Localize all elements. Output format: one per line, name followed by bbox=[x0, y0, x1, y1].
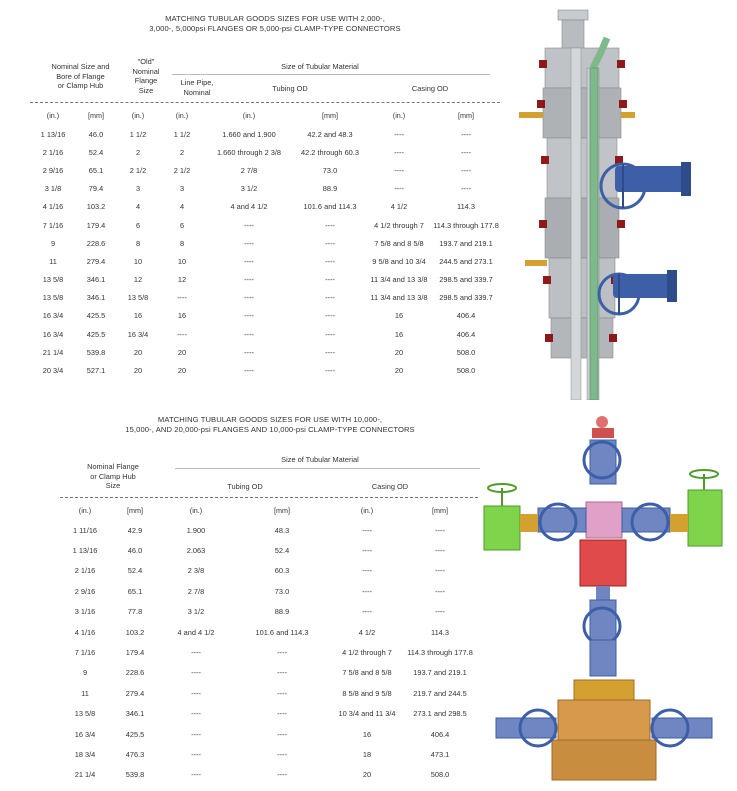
table-cell: ---- bbox=[277, 709, 287, 719]
table-cell: 2 9/16 bbox=[42, 165, 64, 175]
table-row bbox=[60, 744, 478, 764]
table-cell: 42.9 bbox=[127, 525, 143, 535]
table-cell: 2 bbox=[179, 147, 185, 157]
table-cell: 406.4 bbox=[456, 311, 476, 321]
table-cell: 20 bbox=[362, 770, 372, 780]
table-cell: 7 5/8 and 8 5/8 bbox=[342, 668, 392, 678]
table-cell: ---- bbox=[394, 184, 404, 194]
table-cell: 73.0 bbox=[274, 586, 290, 596]
table2-title bbox=[115, 415, 425, 435]
table-cell: ---- bbox=[435, 607, 445, 617]
table-cell: ---- bbox=[325, 311, 335, 321]
table2-unit: [mm] bbox=[127, 505, 143, 515]
table-cell: 42.2 through 60.3 bbox=[301, 147, 359, 157]
table-cell: 425.5 bbox=[86, 329, 106, 339]
table-cell: 8 bbox=[135, 238, 141, 248]
table-cell: ---- bbox=[394, 165, 404, 175]
table-cell: 476.3 bbox=[125, 749, 145, 759]
table-cell: 346.1 bbox=[86, 275, 106, 285]
table-cell: ---- bbox=[244, 293, 254, 303]
table-cell: ---- bbox=[362, 525, 372, 535]
table-cell: ---- bbox=[461, 184, 471, 194]
table-cell: ---- bbox=[177, 293, 187, 303]
table-cell: ---- bbox=[461, 147, 471, 157]
table-cell: 16 bbox=[177, 311, 187, 321]
table-cell: 52.4 bbox=[127, 566, 143, 576]
table-cell: ---- bbox=[191, 770, 201, 780]
table-cell: ---- bbox=[461, 129, 471, 139]
table-row bbox=[30, 271, 500, 289]
table-cell: 1.900 bbox=[186, 525, 206, 535]
table-cell: 346.1 bbox=[86, 293, 106, 303]
table2-unit: (in.) bbox=[189, 505, 203, 515]
table-cell: 88.9 bbox=[322, 184, 338, 194]
table-cell: 2.063 bbox=[186, 546, 206, 556]
table-cell: 473.1 bbox=[430, 749, 450, 759]
table-cell: 11 3/4 and 13 3/8 bbox=[370, 275, 428, 285]
table-cell: 193.7 and 219.1 bbox=[413, 668, 467, 678]
table-cell: 279.4 bbox=[86, 256, 106, 266]
table-cell: ---- bbox=[435, 525, 445, 535]
table-cell: 508.0 bbox=[456, 347, 476, 357]
table-cell: 4 bbox=[135, 202, 141, 212]
table1-unit: (in.) bbox=[175, 110, 189, 120]
table1-dashed-rule bbox=[30, 102, 500, 103]
table-row bbox=[30, 234, 500, 252]
table-cell: 179.4 bbox=[86, 220, 106, 230]
table2-units-row bbox=[60, 500, 478, 520]
table-cell: ---- bbox=[244, 329, 254, 339]
table-cell: 3 1/16 bbox=[74, 607, 96, 617]
table-row bbox=[30, 216, 500, 234]
table-cell: ---- bbox=[435, 566, 445, 576]
table-row bbox=[60, 622, 478, 642]
table-cell: 508.0 bbox=[430, 770, 450, 780]
table-cell: 527.1 bbox=[86, 366, 106, 376]
table1-header-line-pipe: Line Pipe, Nominal bbox=[180, 78, 214, 97]
table-row bbox=[60, 561, 478, 581]
table-cell: 6 bbox=[179, 220, 185, 230]
table1-header-nominal: Nominal Size and Bore of Flange or Clamp Hub bbox=[51, 62, 110, 90]
table-cell: 79.4 bbox=[88, 184, 104, 194]
table-cell: ---- bbox=[191, 648, 201, 658]
table-cell: 18 3/4 bbox=[74, 749, 96, 759]
table-cell: 3 bbox=[179, 184, 185, 194]
table-cell: 20 bbox=[177, 366, 187, 376]
table-row bbox=[60, 602, 478, 622]
table-cell: 179.4 bbox=[125, 648, 145, 658]
table-cell: 46.0 bbox=[88, 129, 104, 139]
table-cell: 114.3 bbox=[431, 627, 449, 637]
table-cell: 16 bbox=[394, 329, 404, 339]
table2-title-line1: MATCHING TUBULAR GOODS SIZES FOR USE WITH 10,000-, bbox=[157, 415, 383, 424]
table-cell: 103.2 bbox=[86, 202, 106, 212]
choke-icon bbox=[484, 484, 538, 550]
table-row bbox=[60, 520, 478, 540]
table2-header-nominal: Nominal Flange or Clamp Hub Size bbox=[87, 462, 139, 490]
table-cell: ---- bbox=[394, 147, 404, 157]
table-cell: ---- bbox=[435, 586, 445, 596]
table-cell: ---- bbox=[325, 366, 335, 376]
table-cell: ---- bbox=[362, 566, 372, 576]
table-cell: 10 bbox=[177, 256, 187, 266]
wellhead-section-icon bbox=[515, 8, 715, 400]
table-cell: 1 1/2 bbox=[173, 129, 191, 139]
table-cell: 193.7 and 219.1 bbox=[439, 238, 493, 248]
table-cell: 3 1/8 bbox=[44, 184, 62, 194]
table-cell: 114.3 through 177.8 bbox=[433, 220, 499, 230]
table-cell: 3 bbox=[135, 184, 141, 194]
table-cell: 42.2 and 48.3 bbox=[307, 129, 353, 139]
table-cell: 60.3 bbox=[274, 566, 290, 576]
table-cell: ---- bbox=[362, 546, 372, 556]
table-row bbox=[30, 361, 500, 379]
table-cell: 7 1/16 bbox=[42, 220, 64, 230]
table-cell: ---- bbox=[244, 238, 254, 248]
table-row bbox=[30, 325, 500, 343]
table-cell: 16 3/4 bbox=[127, 329, 149, 339]
table1 bbox=[30, 105, 500, 380]
table2-header-size-of-tubular: Size of Tubular Material bbox=[281, 455, 359, 464]
table-cell: ---- bbox=[325, 329, 335, 339]
table1-unit: [mm] bbox=[322, 110, 338, 120]
table-cell: 20 3/4 bbox=[42, 366, 64, 376]
table-cell: 4 and 4 1/2 bbox=[230, 202, 268, 212]
table-cell: 2 7/8 bbox=[240, 165, 258, 175]
table-cell: ---- bbox=[362, 586, 372, 596]
table-row bbox=[60, 642, 478, 662]
table-cell: 6 bbox=[135, 220, 141, 230]
table-cell: ---- bbox=[394, 129, 404, 139]
table-cell: 2 1/16 bbox=[42, 147, 64, 157]
table-cell: ---- bbox=[325, 293, 335, 303]
table-cell: 244.5 and 273.1 bbox=[439, 256, 493, 266]
table-cell: 1 11/16 bbox=[72, 525, 98, 535]
table-cell: 298.5 and 339.7 bbox=[439, 275, 493, 285]
table2-unit: [mm] bbox=[274, 505, 290, 515]
table-cell: 21 1/4 bbox=[74, 770, 96, 780]
table-row bbox=[60, 540, 478, 560]
table-cell: 7 1/16 bbox=[74, 648, 96, 658]
table-cell: 1 13/16 bbox=[40, 129, 66, 139]
table-cell: 4 1/2 bbox=[358, 627, 376, 637]
table-cell: 228.6 bbox=[86, 238, 106, 248]
table-cell: ---- bbox=[244, 275, 254, 285]
table-cell: ---- bbox=[461, 165, 471, 175]
table1-units-row bbox=[30, 105, 500, 125]
table-cell: 11 3/4 and 13 3/8 bbox=[370, 293, 428, 303]
table-cell: 539.8 bbox=[125, 770, 145, 780]
table-cell: 4 bbox=[179, 202, 185, 212]
table-cell: 10 bbox=[133, 256, 143, 266]
table-cell: 20 bbox=[394, 366, 404, 376]
table-cell: 8 5/8 and 9 5/8 bbox=[342, 688, 392, 698]
table1-title-line2: 3,000-, 5,000psi FLANGES OR 5,000-psi CLAMP-TYPE CONNECTORS bbox=[149, 24, 401, 33]
table-cell: 279.4 bbox=[125, 688, 145, 698]
table1-subheader-rule bbox=[172, 74, 490, 75]
table-cell: 228.6 bbox=[125, 668, 145, 678]
table-cell: ---- bbox=[277, 648, 287, 658]
table-cell: 114.3 bbox=[457, 202, 475, 212]
table1-body bbox=[30, 125, 500, 380]
table-cell: 2 3/8 bbox=[187, 566, 205, 576]
table-row bbox=[60, 765, 478, 785]
table-cell: 65.1 bbox=[127, 586, 143, 596]
table-cell: 346.1 bbox=[125, 709, 145, 719]
table-cell: 1.660 and 1.900 bbox=[222, 129, 276, 139]
table-cell: ---- bbox=[325, 275, 335, 285]
table2-header-casing-od: Casing OD bbox=[371, 482, 409, 491]
table-cell: 273.1 and 298.5 bbox=[413, 709, 467, 719]
table-row bbox=[30, 289, 500, 307]
table-cell: 8 bbox=[179, 238, 185, 248]
table-cell: 9 bbox=[50, 238, 56, 248]
table-cell: 16 bbox=[133, 311, 143, 321]
table2-subheader-rule bbox=[175, 468, 480, 469]
table-cell: ---- bbox=[435, 546, 445, 556]
table-cell: ---- bbox=[244, 347, 254, 357]
table-cell: 65.1 bbox=[88, 165, 104, 175]
table-cell: ---- bbox=[244, 256, 254, 266]
table-cell: 9 5/8 and 10 3/4 bbox=[372, 256, 426, 266]
table-cell: ---- bbox=[244, 311, 254, 321]
table-cell: ---- bbox=[277, 668, 287, 678]
table-cell: 12 bbox=[177, 275, 187, 285]
table-cell: 1 1/2 bbox=[129, 129, 147, 139]
table-cell: 52.4 bbox=[88, 147, 104, 157]
table-row bbox=[60, 581, 478, 601]
table-cell: ---- bbox=[277, 729, 287, 739]
table-cell: 16 3/4 bbox=[74, 729, 96, 739]
table-cell: 77.8 bbox=[127, 607, 143, 617]
table-cell: 9 bbox=[82, 668, 88, 678]
table-cell: 88.9 bbox=[274, 607, 290, 617]
table-cell: 2 bbox=[135, 147, 141, 157]
table1-header-old: "Old" Nominal Flange Size bbox=[132, 57, 160, 95]
table-cell: ---- bbox=[191, 749, 201, 759]
table-row bbox=[30, 252, 500, 270]
table1-unit: (in.) bbox=[131, 110, 145, 120]
table-cell: 539.8 bbox=[86, 347, 106, 357]
table-cell: 52.4 bbox=[274, 546, 290, 556]
table-cell: 4 1/2 through 7 bbox=[342, 648, 392, 658]
table-cell: 3 1/2 bbox=[187, 607, 205, 617]
table2-unit: (in.) bbox=[78, 505, 92, 515]
choke-icon bbox=[670, 470, 722, 546]
table-cell: 1 13/16 bbox=[72, 546, 98, 556]
table1-unit: (in.) bbox=[46, 110, 60, 120]
table1-title-line1: MATCHING TUBULAR GOODS SIZES FOR USE WITH 2,000-, bbox=[165, 14, 385, 23]
table1-header-casing-od: Casing OD bbox=[411, 84, 449, 93]
table-cell: 4 1/16 bbox=[74, 627, 96, 637]
table-cell: 48.3 bbox=[274, 525, 290, 535]
table2-unit: (in.) bbox=[360, 505, 374, 515]
table1-header-size-of-tubular: Size of Tubular Material bbox=[281, 62, 359, 71]
table-cell: 425.5 bbox=[86, 311, 106, 321]
table1-unit: [mm] bbox=[88, 110, 104, 120]
table-cell: 20 bbox=[133, 366, 143, 376]
table-cell: 13 5/8 bbox=[42, 275, 64, 285]
table-cell: 13 5/8 bbox=[74, 709, 96, 719]
table-cell: 13 5/8 bbox=[127, 293, 149, 303]
table-cell: 298.5 and 339.7 bbox=[439, 293, 493, 303]
table-cell: 10 3/4 and 11 3/4 bbox=[338, 709, 396, 719]
table2 bbox=[60, 500, 478, 785]
table-cell: 18 bbox=[362, 749, 372, 759]
table-cell: 2 1/2 bbox=[173, 165, 191, 175]
table-cell: 7 5/8 and 8 5/8 bbox=[374, 238, 424, 248]
table-cell: 4 1/2 through 7 bbox=[374, 220, 424, 230]
table-cell: 11 bbox=[81, 688, 89, 698]
table-cell: 508.0 bbox=[456, 366, 476, 376]
table-cell: 114.3 through 177.8 bbox=[407, 648, 473, 658]
table2-header-tubing-od: Tubing OD bbox=[227, 482, 263, 491]
table-cell: 2 9/16 bbox=[74, 586, 96, 596]
table-cell: 219.7 and 244.5 bbox=[413, 688, 467, 698]
table-cell: ---- bbox=[277, 749, 287, 759]
table-cell: 1.660 through 2 3/8 bbox=[216, 147, 282, 157]
table-cell: 101.6 and 114.3 bbox=[255, 627, 309, 637]
table-cell: ---- bbox=[325, 256, 335, 266]
christmas-tree-icon bbox=[478, 410, 730, 790]
table-row bbox=[30, 343, 500, 361]
table-row bbox=[30, 307, 500, 325]
table2-unit: [mm] bbox=[432, 505, 448, 515]
table-row bbox=[60, 704, 478, 724]
table-cell: ---- bbox=[244, 220, 254, 230]
table-row bbox=[30, 143, 500, 161]
table1-header-tubing-od: Tubing OD bbox=[272, 84, 308, 93]
table-row bbox=[60, 683, 478, 703]
table-row bbox=[60, 663, 478, 683]
table2-title-line2: 15,000-, AND 20,000-psi FLANGES AND 10,000-psi CLAMP-TYPE CONNECTORS bbox=[125, 425, 415, 434]
table-cell: 4 and 4 1/2 bbox=[177, 627, 215, 637]
table-cell: ---- bbox=[244, 366, 254, 376]
table-cell: ---- bbox=[325, 347, 335, 357]
table-cell: 4 1/16 bbox=[42, 202, 64, 212]
table-cell: ---- bbox=[277, 770, 287, 780]
table-row bbox=[30, 198, 500, 216]
table1-title bbox=[130, 14, 420, 34]
table-cell: 46.0 bbox=[127, 546, 143, 556]
table-cell: 12 bbox=[133, 275, 143, 285]
table2-dashed-rule bbox=[60, 497, 478, 498]
table-cell: 16 3/4 bbox=[42, 329, 64, 339]
table-cell: ---- bbox=[277, 688, 287, 698]
table-cell: ---- bbox=[325, 238, 335, 248]
table-cell: ---- bbox=[191, 688, 201, 698]
table-cell: ---- bbox=[362, 607, 372, 617]
table2-body bbox=[60, 520, 478, 785]
table-row bbox=[30, 180, 500, 198]
table-cell: 2 7/8 bbox=[187, 586, 205, 596]
table-row bbox=[60, 724, 478, 744]
table-cell: 101.6 and 114.3 bbox=[303, 202, 357, 212]
table-cell: 20 bbox=[394, 347, 404, 357]
table-cell: ---- bbox=[191, 709, 201, 719]
table-cell: 11 bbox=[49, 256, 57, 266]
table-row bbox=[30, 161, 500, 179]
table1-unit: [mm] bbox=[458, 110, 474, 120]
table1-unit: (in.) bbox=[392, 110, 406, 120]
table-cell: 4 1/2 bbox=[390, 202, 408, 212]
table-cell: 20 bbox=[177, 347, 187, 357]
table-cell: 16 bbox=[394, 311, 404, 321]
table-cell: 406.4 bbox=[430, 729, 450, 739]
table-cell: 2 1/2 bbox=[129, 165, 147, 175]
table-cell: ---- bbox=[325, 220, 335, 230]
table-cell: 20 bbox=[133, 347, 143, 357]
table-cell: ---- bbox=[177, 329, 187, 339]
table-cell: ---- bbox=[191, 729, 201, 739]
table1-unit: (in.) bbox=[242, 110, 256, 120]
table-cell: 16 bbox=[362, 729, 372, 739]
table-cell: 2 1/16 bbox=[74, 566, 96, 576]
table-cell: 13 5/8 bbox=[42, 293, 64, 303]
table-cell: 103.2 bbox=[125, 627, 145, 637]
table-cell: 16 3/4 bbox=[42, 311, 64, 321]
table-cell: 73.0 bbox=[322, 165, 338, 175]
table-cell: 406.4 bbox=[456, 329, 476, 339]
table-cell: 425.5 bbox=[125, 729, 145, 739]
table-cell: 3 1/2 bbox=[240, 184, 258, 194]
table-cell: 21 1/4 bbox=[42, 347, 64, 357]
table-row bbox=[30, 125, 500, 143]
table-cell: ---- bbox=[191, 668, 201, 678]
